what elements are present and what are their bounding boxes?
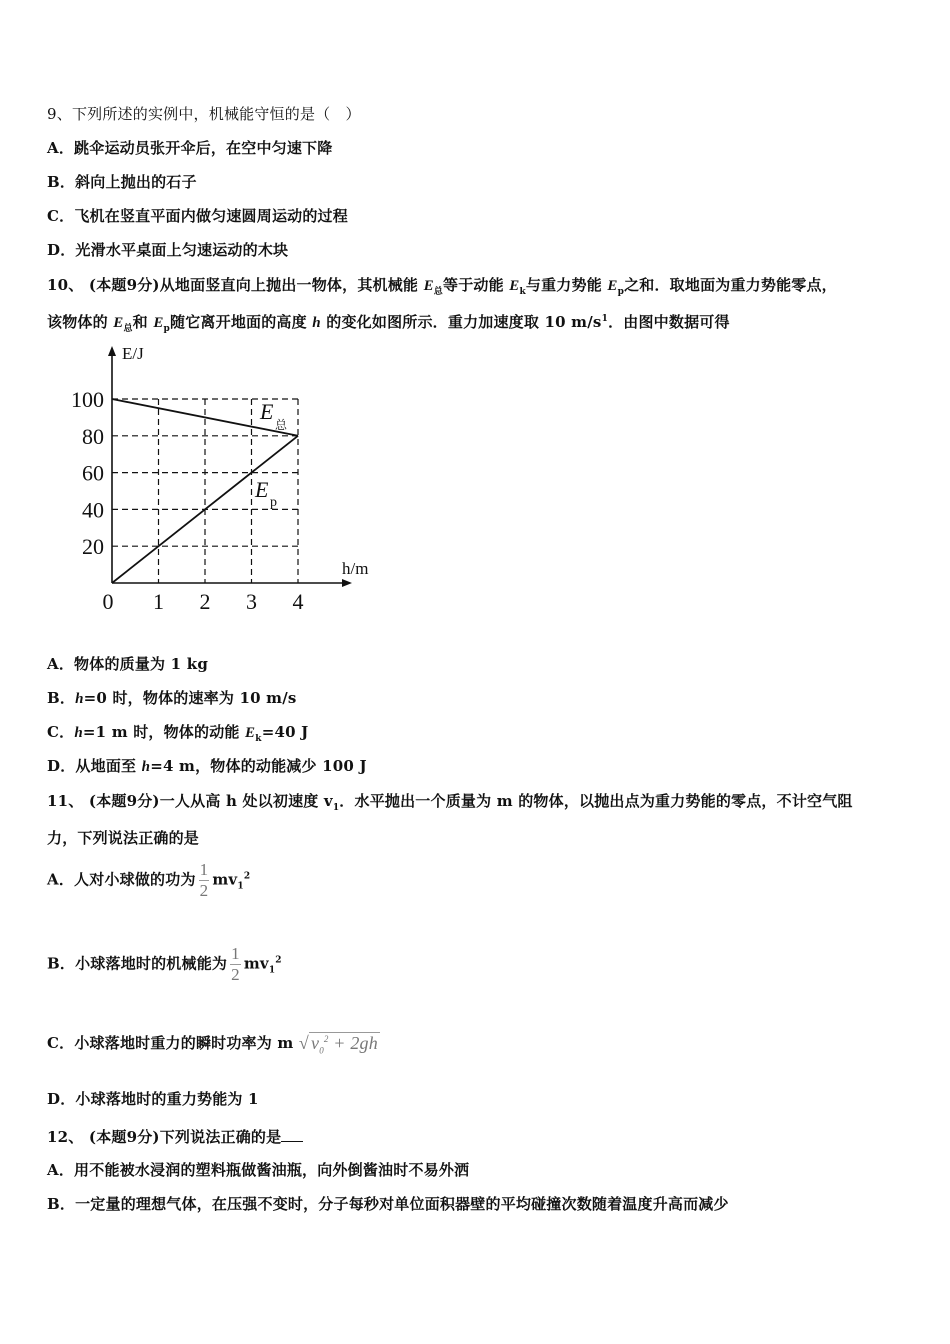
x-tick-label-4: 4 — [292, 589, 304, 614]
q11-stem-line1: 11、 (本题9分)一人从高 h 处以初速度 $v_1$．水平抛出一个质量为 m 的物体，以抛出点为重力势能的零点，不计空气阻 — [47, 792, 853, 813]
x-tick-label-0: 0 — [102, 589, 114, 614]
x-tick-label-1: 1 — [153, 589, 164, 614]
energy-height-chart — [60, 338, 390, 618]
q9-option-b: B．斜向上抛出的石子 — [47, 173, 197, 191]
q11-option-b: B．小球落地时的机械能为 $\frac{1}{2}$ $mv_1^2$ — [47, 944, 282, 984]
y-tick-label-80: 80 — [82, 423, 104, 449]
square-root-expression: √ $v_0^2 + 2gh$ — [298, 1032, 378, 1056]
fraction-one-half: $\frac{1}{2}$ — [231, 944, 240, 984]
q9-option-c: C．飞机在竖直平面内做匀速圆周运动的过程 — [47, 207, 348, 225]
series-label-e-total-sub: 总 — [275, 418, 288, 432]
y-tick-label-20: 20 — [82, 534, 104, 560]
q10-option-b: B．h=0 时，物体的速率为 10 m/s — [47, 689, 297, 707]
y-tick-label-60: 60 — [82, 460, 104, 486]
q11-option-d: D．小球落地时的重力势能为 1 — [47, 1090, 259, 1108]
q11-stem-line2: 力，下列说法正确的是 — [47, 829, 200, 847]
y-tick-label-100: 100 — [71, 387, 104, 412]
y-tick-label-40: 40 — [82, 497, 104, 523]
q11-option-a: A．人对小球做的功为 $\frac{1}{2}$ $mv_1^2$ — [47, 860, 251, 900]
q10-option-c: C．h=1 m 时，物体的动能 $E_k=40$ J — [47, 723, 309, 744]
q12-option-a: A．用不能被水浸润的塑料瓶做酱油瓶，向外倒酱油时不易外洒 — [47, 1161, 470, 1179]
x-tick-label-2: 2 — [199, 589, 211, 614]
chart-axes — [108, 346, 352, 587]
q11-option-c: C．小球落地时重力的瞬时功率为 m √ $v_0^2 + 2gh$ — [47, 1032, 378, 1056]
x-tick-label-3: 3 — [246, 589, 257, 614]
answer-blank — [281, 1141, 303, 1142]
q9-stem: 9、下列所述的实例中，机械能守恒的是（ ） — [47, 105, 361, 123]
series-label-ep-sub: p — [270, 495, 277, 510]
x-axis-label: h/m — [342, 559, 369, 578]
q10-option-d: D．从地面至 h=4 m，物体的动能减少 100 J — [47, 757, 367, 775]
chart-labels — [71, 344, 368, 614]
series-label-ep: E — [255, 477, 269, 502]
chart-grid — [112, 399, 298, 583]
q9-option-a: A．跳伞运动员张开伞后，在空中匀速下降 — [47, 139, 333, 157]
y-axis-arrow — [108, 346, 116, 356]
q12-stem: 12、 (本题9分)下列说法正确的是 — [47, 1126, 303, 1147]
q10-stem-line1: 10、 (本题9分)从地面竖直向上抛出一物体，其机械能 $E_总$等于动能 $E_k$与重力势能 $E_p$之和．取地面为重力势能零点， — [47, 276, 837, 297]
q9-option-d: D．光滑水平桌面上匀速运动的木块 — [47, 241, 289, 259]
series-label-e-total: E — [260, 399, 274, 424]
x-axis-arrow — [342, 579, 352, 587]
y-axis-label: E/J — [122, 344, 144, 363]
q10-option-a: A．物体的质量为 1 kg — [47, 655, 209, 673]
fraction-one-half: $\frac{1}{2}$ — [199, 860, 209, 900]
q12-option-b: B．一定量的理想气体，在压强不变时，分子每秒对单位面积器壁的平均碰撞次数随着温度升高而减少 — [47, 1195, 729, 1213]
q10-stem-line2: 该物体的 $E_总$和 $E_p$随它离开地面的高度 h 的变化如图所示．重力加速度取 10 $m/s^1$．由图中数据可得 — [47, 313, 730, 334]
